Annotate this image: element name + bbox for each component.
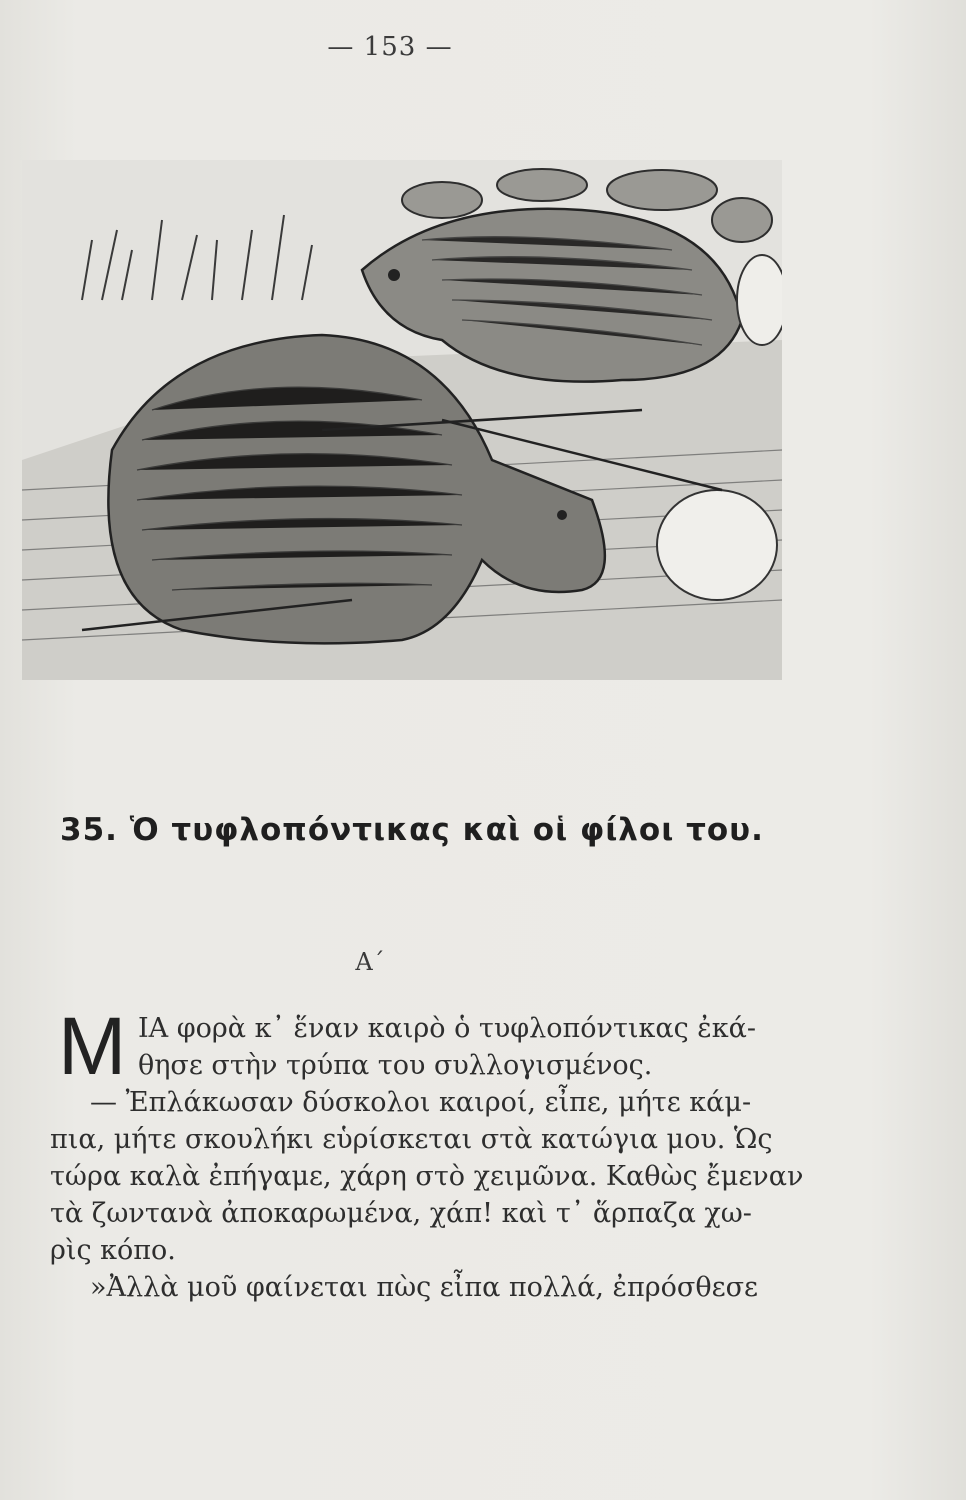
engraving-two-animals-icon: [22, 160, 782, 680]
section-mark: Α΄: [355, 948, 385, 976]
drop-cap: Μ: [58, 1001, 127, 1092]
text-line: — Ἐπλάκωσαν δύσκολοι καιροί, εἶπε, μήτε κάμ-: [90, 1087, 752, 1118]
text-line: θησε στὴν τρύπα του συλλογισμένος.: [138, 1050, 653, 1081]
page-number: — 153 —: [327, 32, 453, 62]
text-line: ΙΑ φορὰ κ᾽ ἕναν καιρὸ ὁ τυφλοπόντικας ἐκά-: [138, 1013, 757, 1044]
body-text: [50, 1010, 810, 1306]
text-line: τὰ ζωντανὰ ἀποκαρωμένα, χάπ! καὶ τ᾽ ἅρπαζα χω-: [50, 1198, 752, 1229]
text-line: πια, μήτε σκουλήκι εὑρίσκεται στὰ κατώγια μου. Ὡς: [50, 1124, 773, 1155]
text-line: »Ἀλλὰ μοῦ φαίνεται πὼς εἶπα πολλά, ἐπρόσθεσε: [90, 1272, 758, 1303]
text-line: τώρα καλὰ ἐπήγαμε, χάρη στὸ χειμῶνα. Καθὼς ἔμεναν: [50, 1161, 804, 1192]
chapter-title: 35. Ὁ τυφλοπόντικας καὶ οἱ φίλοι του.: [60, 812, 764, 848]
text-line: ρὶς κόπο.: [50, 1235, 176, 1266]
